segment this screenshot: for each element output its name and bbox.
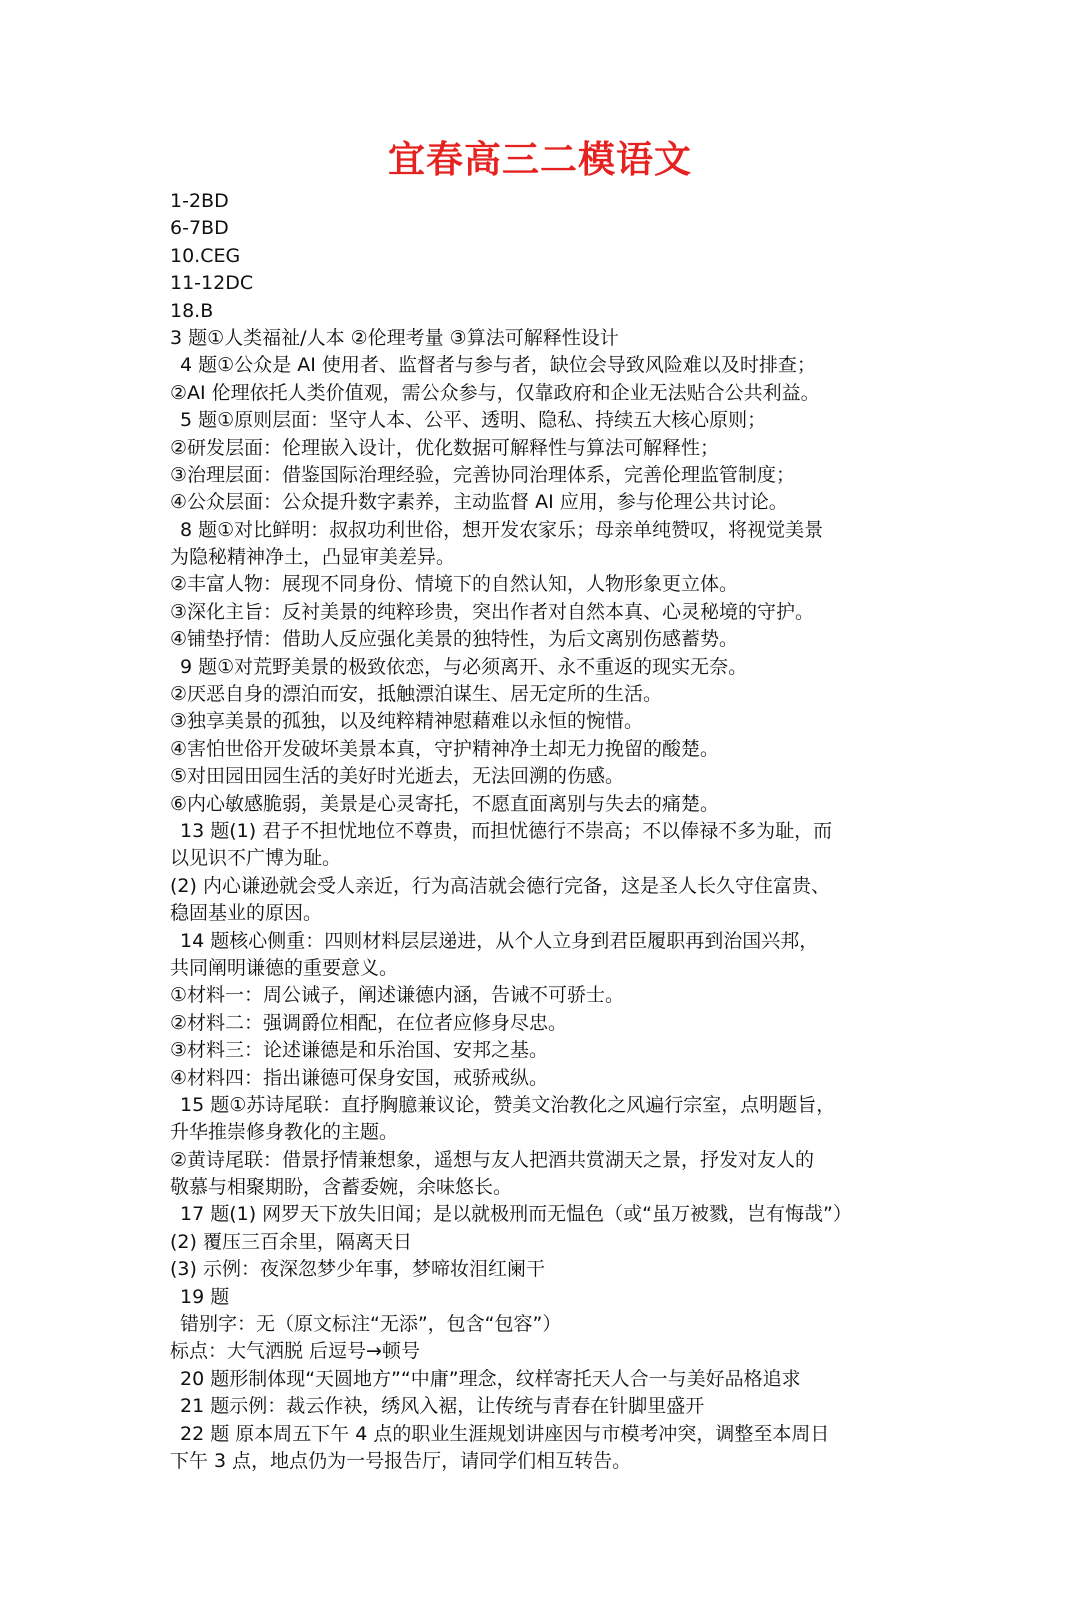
- answer-line: ④铺垫抒情：借助人反应强化美景的独特性，为后文离别伤感蓄势。: [170, 628, 739, 651]
- answer-line: 以见识不广博为耻。: [170, 847, 342, 870]
- answer-line: 升华推崇修身教化的主题。: [170, 1121, 399, 1144]
- answer-line: 14 题核心侧重：四则材料层层递进，从个人立身到君臣履职再到治国兴邦，: [180, 929, 819, 952]
- answer-line: 错别字：无（原文标注“无添”，包含“包容”）: [180, 1313, 562, 1336]
- answer-line: ②丰富人物：展现不同身份、情境下的自然认知，人物形象更立体。: [170, 573, 739, 596]
- answer-line: ⑥内心敏感脆弱，美景是心灵寄托，不愿直面离别与失去的痛楚。: [170, 792, 720, 815]
- answer-line: 5 题①原则层面：坚守人本、公平、透明、隐私、持续五大核心原则；: [180, 409, 767, 432]
- answer-line: ④材料四：指出谦德可保身安国，戒骄戒纵。: [170, 1066, 549, 1089]
- answer-line: 8 题①对比鲜明：叔叔功利世俗，想开发农家乐；母亲单纯赞叹，将视觉美景: [180, 518, 824, 541]
- answer-line: 22 题 原本周五下午 4 点的职业生涯规划讲座因与市模考冲突，调整至本周日: [180, 1422, 830, 1445]
- answer-line: ②厌恶自身的漂泊而安，抵触漂泊谋生、居无定所的生活。: [170, 683, 663, 706]
- answer-line: (2) 内心谦逊就会受人亲近，行为高洁就会德行完备，这是圣人长久守住富贵、: [170, 874, 830, 897]
- answer-line: 6-7BD: [170, 217, 229, 240]
- answer-line: 为隐秘精神净土，凸显审美差异。: [170, 546, 456, 569]
- answer-line: 20 题形制体现“天圆地方”“中庸”理念，纹样寄托天人合一与美好品格追求: [180, 1367, 801, 1390]
- answer-line: 11-12DC: [170, 272, 254, 295]
- answer-line: 稳固基业的原因。: [170, 902, 323, 925]
- answer-line: ②AI 伦理依托人类价值观，需公众参与，仅靠政府和企业无法贴合公共利益。: [170, 381, 820, 404]
- answer-line: 15 题①苏诗尾联：直抒胸臆兼议论，赞美文治教化之风遍行宗室，点明题旨，: [180, 1093, 836, 1116]
- answer-line: ⑤对田园田园生活的美好时光逝去，无法回溯的伤感。: [170, 765, 625, 788]
- answer-line: ②研发层面：伦理嵌入设计，优化数据可解释性与算法可解释性；: [170, 436, 720, 459]
- answer-line: 共同阐明谦德的重要意义。: [170, 956, 399, 979]
- answer-line: ②黄诗尾联：借景抒情兼想象，遥想与友人把酒共赏湖天之景，抒发对友人的: [170, 1148, 815, 1171]
- answer-line: 4 题①公众是 AI 使用者、监督者与参与者，缺位会导致风险难以及时排查；: [180, 354, 816, 377]
- answer-line: 17 题(1) 网罗天下放失旧闻；是以就极刑而无愠色（或“虽万被戮，岂有悔哉”）: [180, 1203, 852, 1226]
- answer-content: [170, 188, 910, 1475]
- answer-line: 19 题: [180, 1285, 230, 1308]
- answer-line: ④公众层面：公众提升数字素养，主动监督 AI 应用，参与伦理公共讨论。: [170, 491, 788, 514]
- answer-line: ①材料一：周公诫子，阐述谦德内涵，告诫不可骄士。: [170, 984, 625, 1007]
- answer-line: 13 题(1) 君子不担忧地位不尊贵，而担忧德行不崇高；不以俸禄不多为耻，而: [180, 819, 833, 842]
- answer-line: 10.CEG: [170, 244, 241, 267]
- answer-line: ②材料二：强调爵位相配，在位者应修身尽忠。: [170, 1011, 568, 1034]
- answer-line: 9 题①对荒野美景的极致依恋，与必须离开、永不重返的现实无奈。: [180, 655, 748, 678]
- answer-line: ③独享美景的孤独，以及纯粹精神慰藉难以永恒的惋惜。: [170, 710, 644, 733]
- answer-line: ③深化主旨：反衬美景的纯粹珍贵，突出作者对自然本真、心灵秘境的守护。: [170, 600, 815, 623]
- answer-line: 3 题①人类福祉/人本 ②伦理考量 ③算法可解释性设计: [170, 326, 619, 349]
- page-title: 宜春高三二模语文: [388, 138, 692, 181]
- answer-line: 敬慕与相聚期盼，含蓄委婉，余味悠长。: [170, 1176, 513, 1199]
- answer-line: 1-2BD: [170, 190, 229, 212]
- answer-line: (2) 覆压三百余里，隔离天日: [170, 1230, 412, 1253]
- answer-line: ④害怕世俗开发破坏美景本真，守护精神净土却无力挽留的酸楚。: [170, 737, 720, 760]
- answer-line: 标点：大气洒脱 后逗号→顿号: [170, 1340, 420, 1363]
- answer-line: (3) 示例：夜深忽梦少年事，梦啼妆泪红阑干: [170, 1258, 545, 1281]
- answer-line: 21 题示例：裁云作袂，绣风入裾，让传统与青春在针脚里盛开: [180, 1395, 705, 1418]
- answer-line: ③材料三：论述谦德是和乐治国、安邦之基。: [170, 1039, 549, 1062]
- answer-line: 18.B: [170, 299, 214, 322]
- answer-line: ③治理层面：借鉴国际治理经验，完善协同治理体系，完善伦理监管制度；: [170, 463, 796, 486]
- answer-line: 下午 3 点，地点仍为一号报告厅，请同学们相互转告。: [170, 1449, 632, 1472]
